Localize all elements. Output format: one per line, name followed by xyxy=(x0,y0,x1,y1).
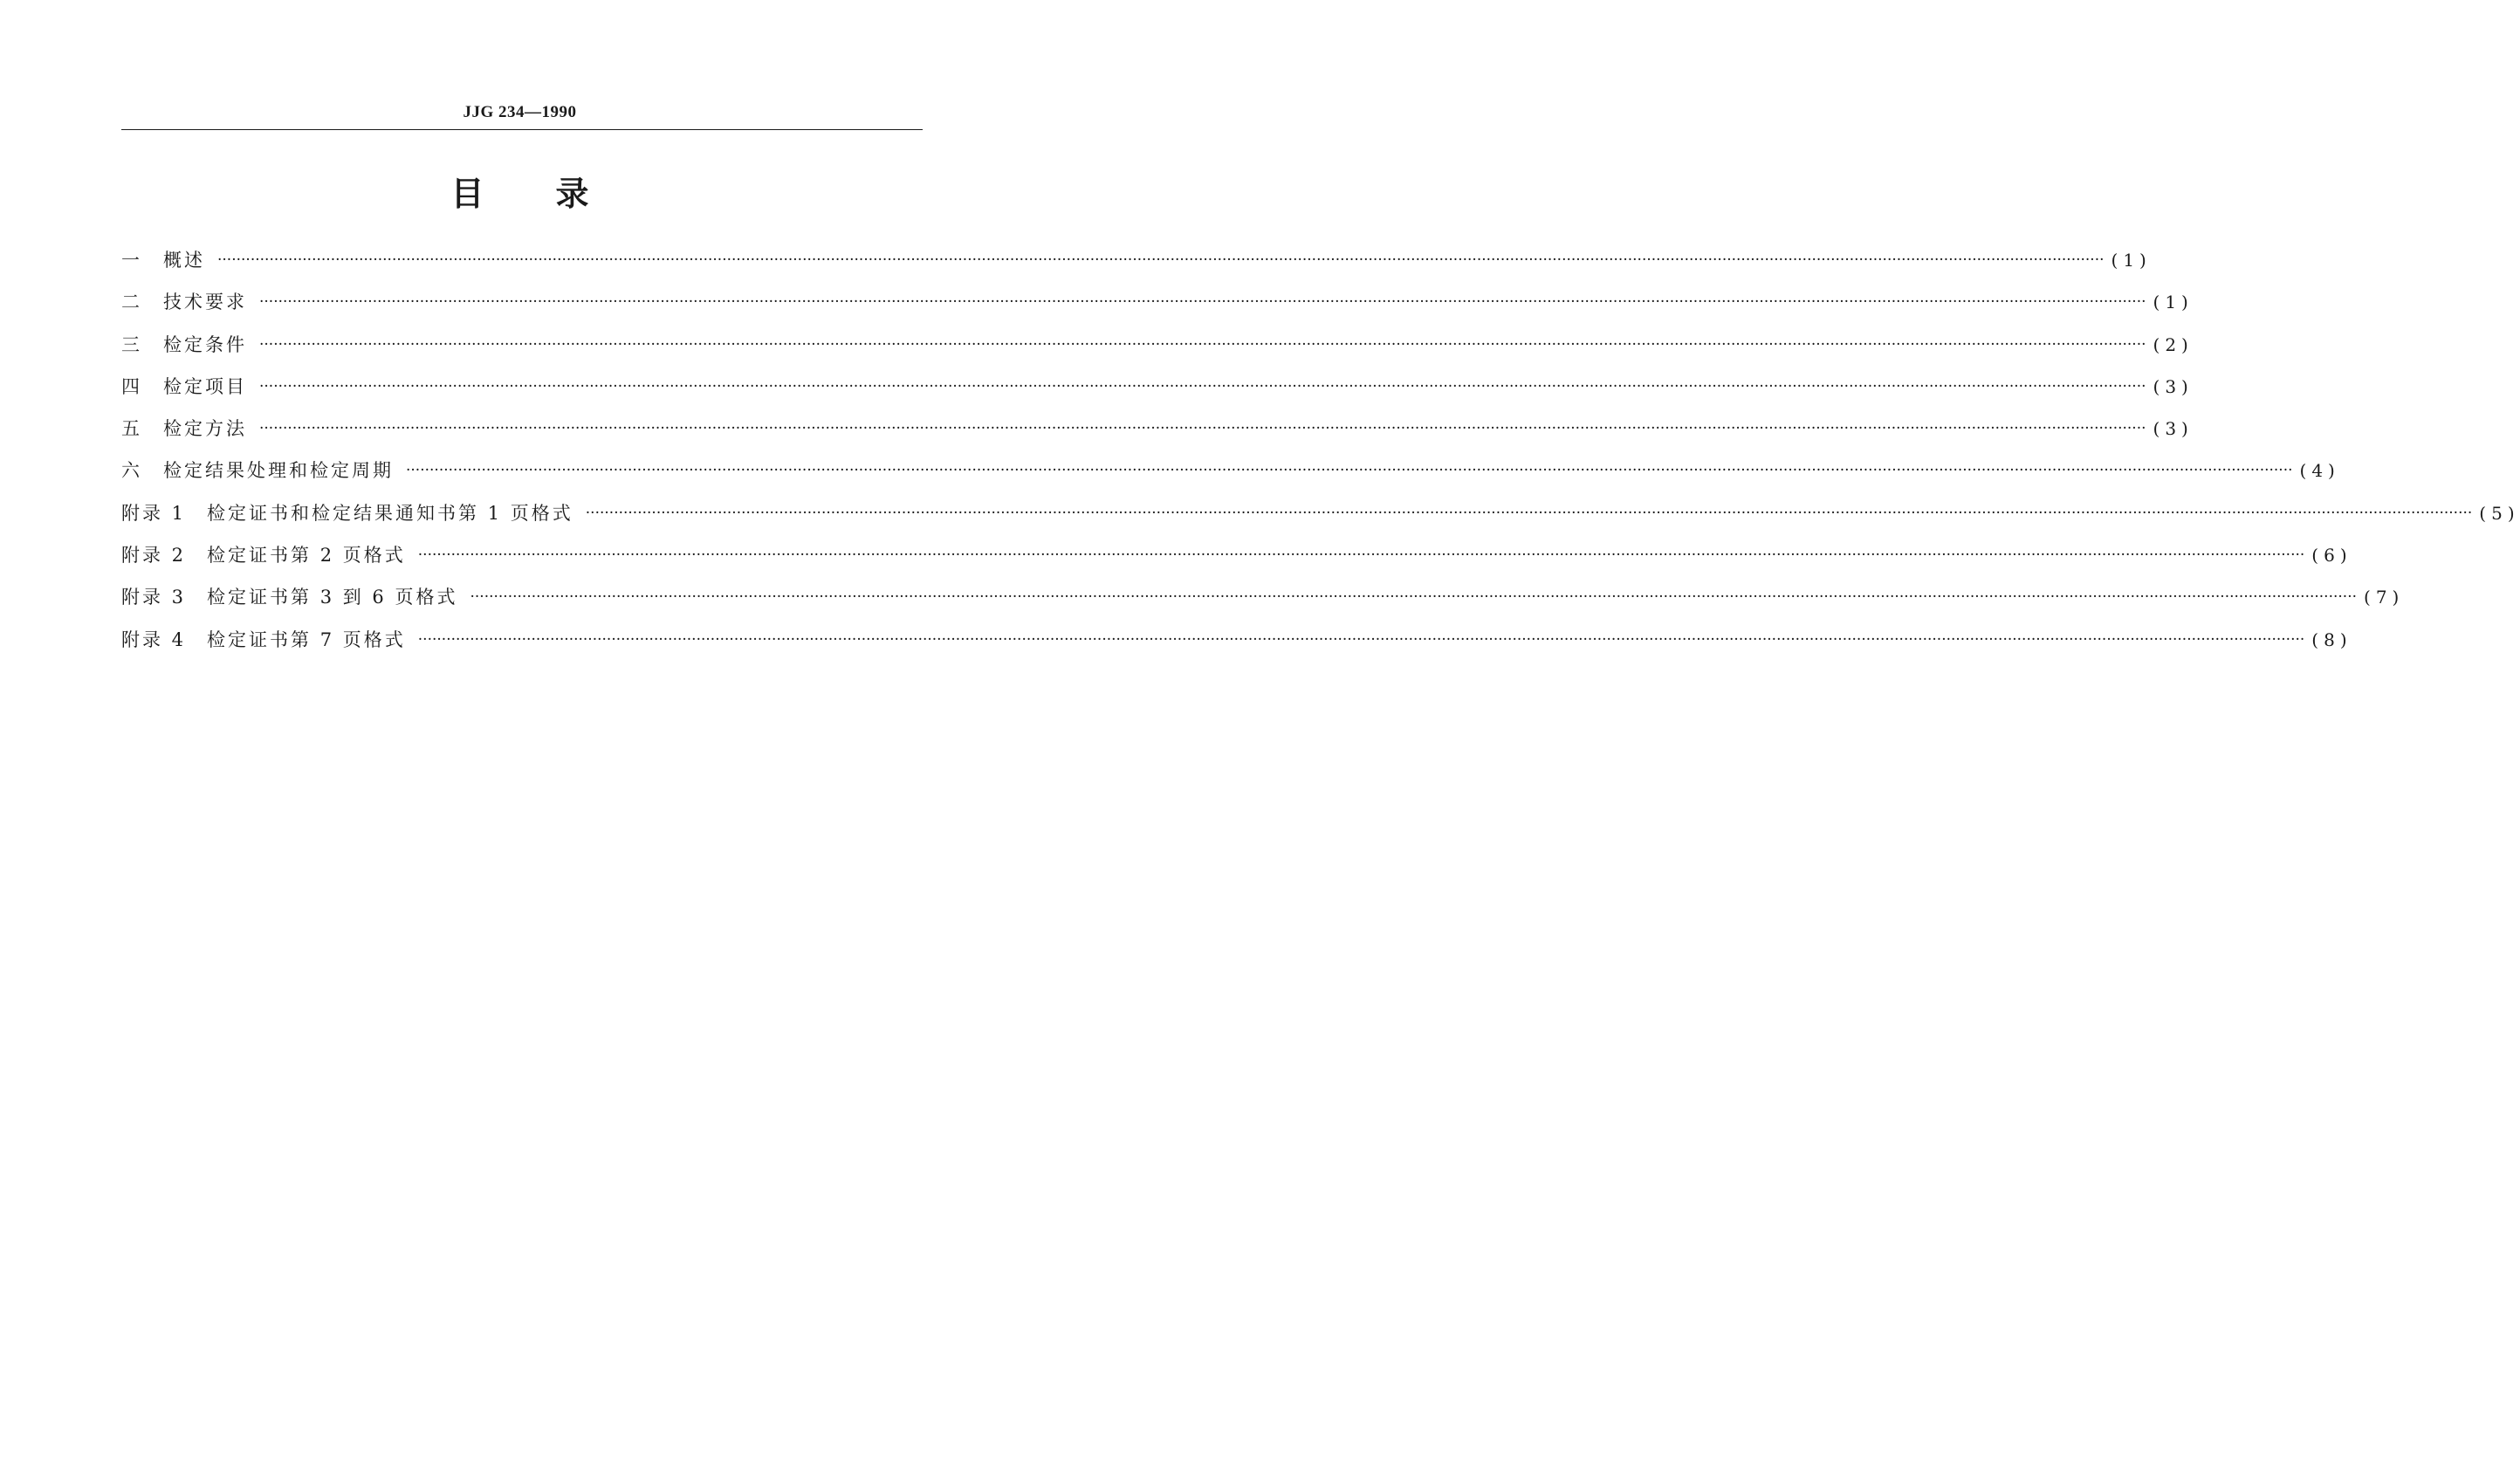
toc-entry-title: 检定证书和检定结果通知书第 1 页格式 xyxy=(207,502,573,524)
toc-entry-number: 附录 4 xyxy=(121,629,187,650)
toc-entry[interactable] xyxy=(121,416,2194,458)
toc-title-char-2: 录 xyxy=(555,175,589,213)
toc-entry-number: 附录 1 xyxy=(121,502,187,524)
toc-entry-number: 附录 2 xyxy=(121,545,187,567)
toc-entry-title: 概述 xyxy=(163,250,205,271)
toc-entry-page: (5) xyxy=(2479,502,2520,524)
toc-leader-dots: ················································································································································································································································································································································································································ xyxy=(417,630,2305,649)
toc-entry[interactable] xyxy=(121,543,2352,585)
toc-entry-number: 三 xyxy=(121,333,142,355)
toc-entry-number: 附录 3 xyxy=(121,587,187,608)
toc-entry[interactable] xyxy=(121,458,2340,500)
toc-entry-number: 六 xyxy=(121,460,142,482)
toc-entry-number: 一 xyxy=(121,250,142,271)
toc-entry-title: 检定证书第 3 到 6 页格式 xyxy=(207,587,458,608)
toc-entry[interactable] xyxy=(121,585,2405,627)
toc-title xyxy=(0,171,1040,216)
toc-entry-title: 检定方法 xyxy=(163,418,247,440)
toc-leader-dots: ················································································································································································································································································································································································································ xyxy=(417,546,2305,565)
toc-entry-page: (3) xyxy=(2153,418,2194,440)
toc-entry-number: 五 xyxy=(121,418,142,440)
toc-entry-number: 二 xyxy=(121,292,142,313)
toc-leader-dots: ················································································································································································································································································································································································································ xyxy=(259,377,2146,395)
toc-leader-dots: ················································································································································································································································································································································································································ xyxy=(259,420,2146,438)
toc-entry[interactable] xyxy=(121,290,2194,332)
toc-entry-page: (7) xyxy=(2364,587,2405,608)
toc-entry-title: 检定条件 xyxy=(163,333,247,355)
header-rule xyxy=(121,129,923,130)
toc-entry-page: (6) xyxy=(2311,545,2352,567)
toc-entry-title: 检定证书第 7 页格式 xyxy=(207,629,406,650)
toc-entry-page: (2) xyxy=(2153,333,2194,355)
document-code: JJG 234—1990 xyxy=(463,103,577,121)
toc-entry-page: (1) xyxy=(2153,292,2194,313)
toc-entry-title: 检定结果处理和检定周期 xyxy=(163,460,394,482)
toc-entry-page: (8) xyxy=(2311,629,2352,650)
toc-title-char-1: 目 xyxy=(450,175,484,213)
toc-entry-title: 技术要求 xyxy=(163,292,247,313)
toc-entry[interactable] xyxy=(121,628,2352,670)
toc-list xyxy=(121,248,2520,670)
toc-entry-page: (4) xyxy=(2299,460,2340,482)
toc-entry-page: (3) xyxy=(2153,375,2194,397)
toc-entry[interactable] xyxy=(121,248,2152,290)
toc-entry[interactable] xyxy=(121,501,2520,543)
toc-leader-dots: ················································································································································································································································································································································································································ xyxy=(259,335,2146,354)
toc-leader-dots: ················································································································································································································································································································································································································ xyxy=(585,504,2473,522)
toc-leader-dots: ················································································································································································································································································································································································································ xyxy=(470,588,2358,607)
toc-entry[interactable] xyxy=(121,374,2194,416)
toc-leader-dots: ················································································································································································································································································································································································································ xyxy=(259,293,2146,312)
toc-entry-page: (1) xyxy=(2111,250,2152,271)
toc-leader-dots: ················································································································································································································································································································································································································ xyxy=(406,462,2293,480)
toc-leader-dots: ················································································································································································································································································································································································································ xyxy=(217,251,2105,269)
toc-entry-title: 检定项目 xyxy=(163,375,247,397)
toc-entry[interactable] xyxy=(121,333,2194,374)
toc-entry-number: 四 xyxy=(121,375,142,397)
toc-entry-title: 检定证书第 2 页格式 xyxy=(207,545,406,567)
